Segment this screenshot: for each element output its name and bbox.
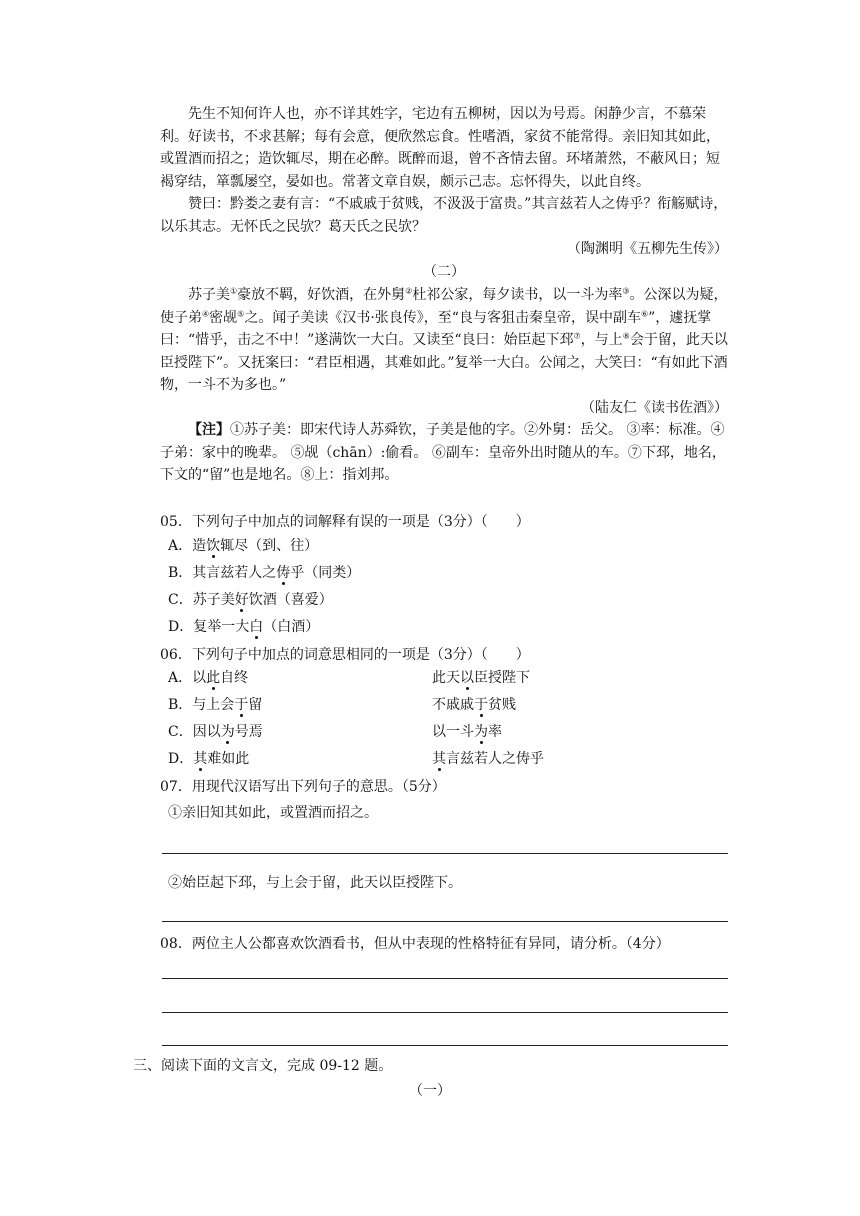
question-05-stem: 05．下列句子中加点的词解释有误的一项是（3分）（ ） — [160, 514, 530, 530]
question-06-option-c-left: C．因以为号焉 — [168, 724, 263, 740]
question-06-stem: 06．下列句子中加点的词意思相同的一项是（3分）（ ） — [160, 647, 530, 663]
notes-line-3: 名，下文的“留”也是地名。⑧上：指刘邦。 — [160, 444, 726, 483]
question-05-option-d: D．复举一大白（白酒） — [168, 619, 320, 635]
passage-1-para-2: 赞曰：黔娄之妻有言：“不戚戚于贫贱，不汲汲于富贵。”其言兹若人之俦乎？衔觞赋诗，以乐其志。无怀氏之民欤？葛天氏之民欤？ — [160, 196, 728, 235]
question-06-option-b-right: 不戚戚于贫贱 — [432, 697, 516, 713]
question-05-option-b: B．其言兹若人之俦乎（同类） — [168, 565, 361, 581]
question-06-option-a-right: 此天以臣授陛下 — [432, 670, 530, 686]
passage-1-source: （陶渊明《五柳先生传》） — [567, 241, 728, 257]
section-2-marker: （二） — [423, 263, 465, 280]
passage-1-para-1: 先生不知何许人也，亦不详其姓字，宅边有五柳树，因以为号焉。闲静少言，不慕荣利。好读书，不求甚解；每有会意，便欣然忘食。性嗜酒，家贫不能常得。亲旧知其如此，或置酒而招之；造饮辄尽，期在必醉。既醉而退，曾不吝情去留。环堵萧然，不蔽风日；短褐穿结，箪瓢屡空，晏如也。常著文章自娱，颇示己志。忘怀得失，以此自终。 — [160, 106, 720, 190]
footnotes — [160, 419, 728, 487]
question-06-option-d-left: D．其难如此 — [168, 751, 250, 767]
question-07-stem: 07．用现代汉语写出下列句子的意思。（5分） — [160, 779, 446, 795]
notes-label: 【注】 — [188, 422, 230, 438]
passage-2 — [160, 284, 728, 487]
answer-line[interactable] — [162, 921, 728, 922]
question-06-option-d-right: 其言兹若人之俦乎 — [432, 751, 544, 767]
question-07-sentence-1: ①亲旧知其如此，或置酒而招之。 — [168, 805, 378, 821]
question-06-option-c-right: 以一斗为率 — [432, 724, 502, 740]
question-05-option-a: A．造饮辄尽（到、往） — [168, 538, 319, 554]
answer-line[interactable] — [162, 1045, 728, 1046]
answer-line[interactable] — [162, 853, 728, 854]
passage-2-text: 苏子美①豪放不羁，好饮酒，在外舅②杜祁公家，每夕读书，以一斗为率③。公深以为疑，使子弟④密觇⑤之。闻子美读《汉书·张良传》，至“良与客狙击秦皇帝，误中副车⑥”，遽抚掌曰：“惜乎，击之不中！”遂满饮一大白。又读至“良曰：始臣起下邳⑦，与上⑧会于留，此天以臣授陛下”。又抚案曰：“君臣相遇，其难如此。”复举一大白。公闻之，大笑曰：“有如此下酒物，一斗不为多也。” — [160, 286, 728, 393]
question-07-sentence-2: ②始臣起下邳，与上会于留，此天以臣授陛下。 — [168, 875, 462, 891]
question-08-stem: 08．两位主人公都喜欢饮酒看书，但从中表现的性格特征有异同，请分析。（4分） — [160, 936, 670, 952]
question-06-option-b-left: B．与上会于留 — [168, 697, 263, 713]
section-3-heading: 三、阅读下面的文言文，完成 09-12 题。 — [133, 1058, 393, 1074]
notes-line-2: ④子弟：家中的晚辈。 ⑤觇（chān）:偷看。 ⑥副车：皇帝外出时随从的车。⑦下邳，地 — [160, 422, 725, 461]
passage-1 — [160, 103, 728, 283]
answer-line[interactable] — [162, 1012, 728, 1013]
notes-line-1: ①苏子美：即宋代诗人苏舜钦，子美是他的字。②外舅：岳父。 ③率：标准。 — [230, 422, 711, 438]
question-05-option-c: C．苏子美好饮酒（喜爱） — [168, 592, 333, 608]
passage-2-source: （陆友仁《读书佐酒》） — [581, 399, 728, 416]
answer-line[interactable] — [162, 978, 728, 979]
question-06-option-a-left: A．以此自终 — [168, 670, 249, 686]
section-3-marker: （一） — [409, 1083, 451, 1099]
